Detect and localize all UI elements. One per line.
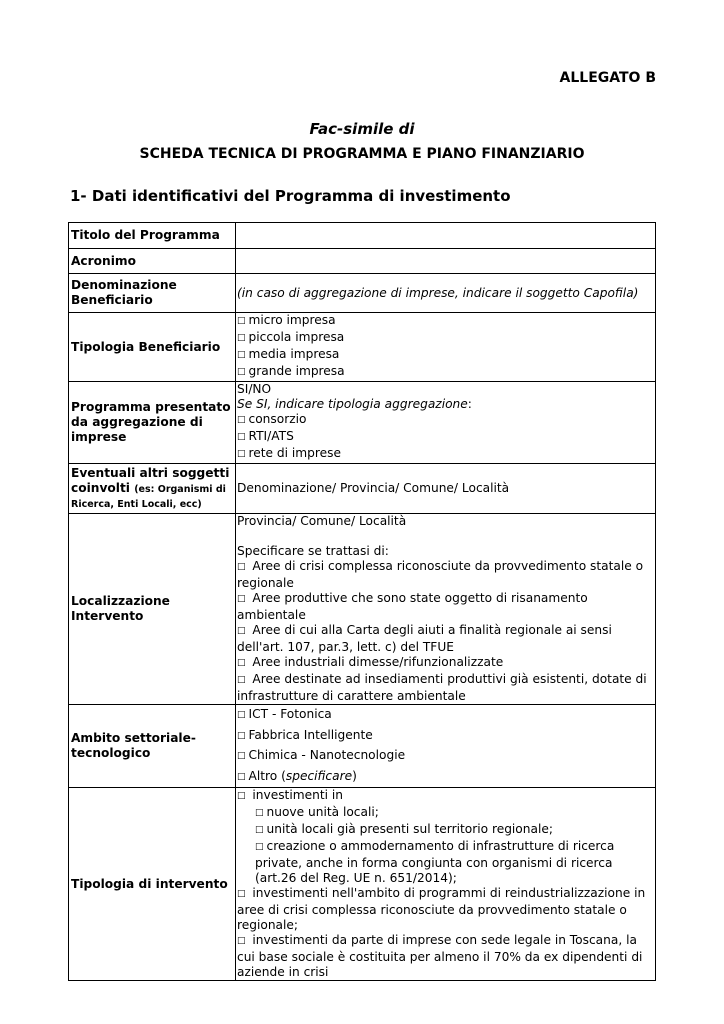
suboption-continuation: (art.26 del Reg. UE n. 651/2014); <box>255 871 457 885</box>
field-titolo[interactable] <box>236 223 656 249</box>
specify-line: Specificare se trattasi di: <box>237 544 389 558</box>
option-piccola-impresa[interactable] <box>237 330 655 347</box>
spacer <box>237 529 655 544</box>
label-denominazione <box>69 274 236 313</box>
option-label: ICT - Fotonica <box>248 707 332 721</box>
label-line: Beneficiario <box>71 293 153 307</box>
facsimile-heading: Fac-simile di <box>309 120 415 138</box>
option-continuation: aziende in crisi <box>237 965 329 979</box>
checkbox-icon[interactable]: □ <box>237 367 246 377</box>
checkbox-icon[interactable]: □ <box>255 808 264 818</box>
area-label: Aree industriali dimesse/rifunzionalizzate <box>252 655 504 669</box>
option-label: unità locali già presenti sul territorio regionale; <box>266 822 553 836</box>
area-option[interactable] <box>237 559 655 576</box>
area-continuation: infrastrutture di carattere ambientale <box>237 689 466 703</box>
label-note: (es: Organismi di <box>134 483 226 495</box>
label-line: Programma presentato <box>71 400 231 414</box>
option-label: investimenti da parte di imprese con sede legale in Toscana, la <box>252 933 637 947</box>
suboption-infrastrutture[interactable] <box>237 839 655 856</box>
checkbox-icon[interactable]: □ <box>237 432 246 442</box>
option-label: piccola impresa <box>248 330 345 344</box>
option-micro-impresa[interactable] <box>237 313 655 330</box>
label-line: Ambito settoriale- <box>71 731 196 745</box>
field-aggregazione <box>236 382 656 464</box>
note-text: Se SI, indicare tipologia aggregazione <box>237 397 468 411</box>
checkbox-icon[interactable]: □ <box>237 771 246 782</box>
area-continuation: regionale <box>237 576 294 590</box>
label-localizzazione <box>69 514 236 705</box>
area-continuation: dell'art. 107, par.3, lett. c) del TFUE <box>237 640 454 654</box>
label-note: Ricerca, Enti Locali, ecc) <box>71 498 202 510</box>
allegato-label: ALLEGATO B <box>559 70 656 86</box>
option-media-impresa[interactable] <box>237 347 655 364</box>
label-tipologia-beneficiario: Tipologia Beneficiario <box>69 313 236 382</box>
row-localizzazione <box>69 514 656 705</box>
row-denominazione <box>69 274 656 313</box>
checkbox-icon[interactable]: □ <box>237 936 246 946</box>
checkbox-icon[interactable]: □ <box>237 449 246 459</box>
label-line <box>71 481 235 497</box>
row-tipologia-intervento <box>69 788 656 981</box>
label-acronimo: Acronimo <box>69 249 236 274</box>
checkbox-icon[interactable]: □ <box>237 658 246 668</box>
row-altri-soggetti <box>69 464 656 514</box>
checkbox-icon[interactable]: □ <box>255 842 264 852</box>
option-label: consorzio <box>248 412 307 426</box>
area-continuation: ambientale <box>237 608 306 622</box>
option-label: Altro ( <box>248 768 286 783</box>
option-continuation: cui base sociale è costituita per almeno il 70% da ex dipendenti di <box>237 950 643 964</box>
area-label: Aree di crisi complessa riconosciute da provvedimento statale o <box>252 559 644 573</box>
checkbox-icon[interactable]: □ <box>237 415 246 425</box>
field-acronimo[interactable] <box>236 249 656 274</box>
label-line: Eventuali altri soggetti <box>71 465 230 480</box>
aggregation-note <box>237 397 655 412</box>
checkbox-icon[interactable]: □ <box>237 594 246 604</box>
option-label-italic: specificare <box>285 768 353 783</box>
label-aggregazione <box>69 382 236 464</box>
option-label: Chimica - Nanotecnologie <box>248 748 406 762</box>
area-label: Aree produttive che sono state oggetto di risanamento <box>252 591 588 605</box>
area-option[interactable] <box>237 672 655 689</box>
area-option[interactable] <box>237 655 655 672</box>
area-label: Aree destinate ad insediamenti produttivi già esistenti, dotate di <box>252 672 647 686</box>
checkbox-icon[interactable]: □ <box>237 791 246 801</box>
option-continuation: aree di crisi complessa riconosciute da provvedimento statale o <box>237 903 627 917</box>
checkbox-icon[interactable]: □ <box>237 626 246 636</box>
option-label: grande impresa <box>248 364 345 378</box>
suboption-nuove-unita[interactable] <box>237 805 655 822</box>
option-ict-fotonica[interactable] <box>237 705 655 726</box>
option-rti-ats[interactable] <box>237 429 655 446</box>
checkbox-icon[interactable]: □ <box>237 333 246 343</box>
field-tipologia-intervento <box>236 788 656 981</box>
checkbox-icon[interactable]: □ <box>237 889 246 899</box>
option-imprese-toscana[interactable] <box>237 933 655 950</box>
checkbox-icon[interactable]: □ <box>255 825 264 835</box>
option-fabbrica-intelligente[interactable] <box>237 726 655 747</box>
checkbox-icon[interactable]: □ <box>237 316 246 326</box>
label-line: Denominazione <box>71 278 177 292</box>
field-tipologia-beneficiario <box>236 313 656 382</box>
option-consorzio[interactable] <box>237 412 655 429</box>
area-option[interactable] <box>237 623 655 640</box>
label-ambito <box>69 705 236 788</box>
option-label: investimenti nell'ambito di programmi di reindustrializzazione in <box>252 886 646 900</box>
label-titolo: Titolo del Programma <box>69 223 236 249</box>
checkbox-icon[interactable]: □ <box>237 730 246 741</box>
label-line: Intervento <box>71 609 144 623</box>
checkbox-icon[interactable]: □ <box>237 675 246 685</box>
option-label: creazione o ammodernamento di infrastrutture di ricerca <box>266 839 615 853</box>
row-aggregazione <box>69 382 656 464</box>
note-colon: : <box>467 397 472 411</box>
field-localizzazione <box>236 514 656 705</box>
option-label-end: ) <box>352 768 357 783</box>
area-option[interactable] <box>237 591 655 608</box>
option-label: micro impresa <box>248 313 336 327</box>
row-acronimo <box>69 249 656 274</box>
row-ambito <box>69 705 656 788</box>
si-no-choice[interactable]: SI/NO <box>237 382 272 396</box>
option-label: rete di imprese <box>248 446 341 460</box>
label-line: tecnologico <box>71 746 151 760</box>
section-heading: 1- Dati identificativi del Programma di investimento <box>70 187 511 205</box>
option-label: media impresa <box>248 347 340 361</box>
area-label: Aree di cui alla Carta degli aiuti a finalità regionale ai sensi <box>252 623 612 637</box>
checkbox-icon[interactable]: □ <box>237 350 246 360</box>
option-label: nuove unità locali; <box>266 805 379 819</box>
location-line[interactable]: Provincia/ Comune/ Località <box>237 514 407 528</box>
label-tipologia-intervento: Tipologia di intervento <box>69 788 236 981</box>
suboption-unita-presenti[interactable] <box>237 822 655 839</box>
option-investimenti-in[interactable] <box>237 788 655 805</box>
option-reindustrializzazione[interactable] <box>237 886 655 903</box>
suboption-continuation: private, anche in forma congiunta con organismi di ricerca <box>255 856 613 870</box>
checkbox-icon[interactable]: □ <box>237 710 246 720</box>
option-continuation: regionale; <box>237 918 299 932</box>
label-line: da aggregazione di <box>71 415 203 429</box>
label-text: coinvolti <box>71 480 130 495</box>
label-line: imprese <box>71 430 127 444</box>
checkbox-icon[interactable]: □ <box>237 562 246 572</box>
label-altri-soggetti <box>69 464 236 514</box>
option-altro[interactable] <box>237 767 655 788</box>
option-rete-imprese[interactable] <box>237 446 655 463</box>
label-line: Localizzazione <box>71 594 170 608</box>
row-titolo <box>69 223 656 249</box>
field-ambito <box>236 705 656 788</box>
option-chimica-nanotecnologie[interactable] <box>237 746 655 767</box>
document-title: SCHEDA TECNICA DI PROGRAMMA E PIANO FINANZIARIO <box>139 146 585 162</box>
field-denominazione[interactable]: (in caso di aggregazione di imprese, indicare il soggetto Capofila) <box>236 274 656 313</box>
option-grande-impresa[interactable] <box>237 364 655 381</box>
checkbox-icon[interactable]: □ <box>237 751 246 761</box>
field-altri-soggetti[interactable]: Denominazione/ Provincia/ Comune/ Località <box>236 464 656 514</box>
row-tipologia-beneficiario <box>69 313 656 382</box>
option-label: investimenti in <box>252 788 343 802</box>
program-data-table <box>68 222 656 981</box>
option-label: RTI/ATS <box>248 429 294 443</box>
option-label: Fabbrica Intelligente <box>248 727 373 742</box>
